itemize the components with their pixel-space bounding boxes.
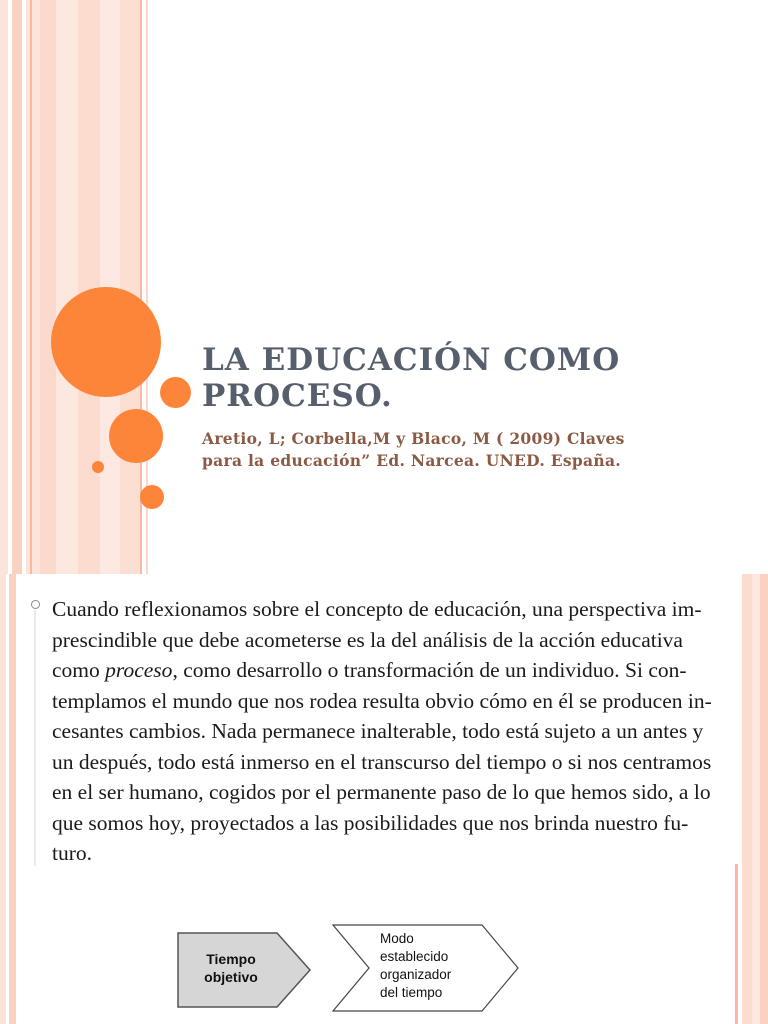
- subtitle-line2: para la educación” Ed. Narcea. UNED. España.: [202, 451, 621, 470]
- decorative-stripe-line: [140, 0, 142, 574]
- paragraph-text-end: , como desarrollo o transformación de un individuo. Si con- templamos el mundo que nos rodea resulta obvio cómo en él se producen in- cesantes cambios. Nada permanece inalterable, todo está sujeto a un antes y un después, todo está inmerso en el transcurso del tiempo o si nos centramos en el ser humano, cogidos por el permanente paso de lo que hemos sido, a lo que somos hoy, proyectados a las posibilidades que nos brinda nuestro fu- turo.: [52, 658, 712, 865]
- diagram-box-modo-establecido: [332, 924, 520, 1012]
- slide-subtitle: [202, 428, 742, 472]
- diagram-box2-label: Modo establecido organizador del tiempo: [380, 931, 452, 1000]
- decorative-stripe-band: [0, 574, 16, 1024]
- diagram-box-tiempo-objetivo: [177, 932, 312, 1008]
- subtitle-line1: Aretio, L; Corbella,M y Blaco, M ( 2009) Claves: [202, 429, 625, 448]
- paragraph-text-start: Cuando reflexionamos sobre el concepto de educación, una perspectiva im- prescindible que debe acometerse es la del análisis de la acción educativa como: [52, 597, 702, 682]
- decorative-stripe-line: [30, 0, 32, 574]
- medium-orange-circle: [109, 409, 163, 463]
- bullet-circle-icon: [31, 600, 40, 609]
- diagram-box1-line1: Tiempo: [206, 951, 256, 967]
- decorative-stripe-band: [0, 0, 140, 574]
- diagram-box1-line2: objetivo: [204, 969, 258, 985]
- slide-title: [202, 342, 722, 414]
- decorative-stripe-line: [735, 864, 738, 1024]
- slide-title-line2: PROCESO.: [202, 378, 393, 414]
- small-orange-circle: [160, 377, 191, 408]
- bullet-rule: [34, 610, 36, 866]
- large-orange-circle: [51, 287, 161, 397]
- slide-title-line1: LA EDUCACIÓN COMO: [202, 342, 621, 378]
- orange-dot: [92, 461, 104, 473]
- decorative-stripe-band: [742, 574, 768, 1024]
- tiny-orange-circle: [140, 485, 164, 509]
- content-slide: [0, 574, 768, 1024]
- paragraph-italic-word: proceso: [105, 658, 173, 682]
- diagram-box1-label: [191, 950, 271, 986]
- body-paragraph: [52, 594, 732, 869]
